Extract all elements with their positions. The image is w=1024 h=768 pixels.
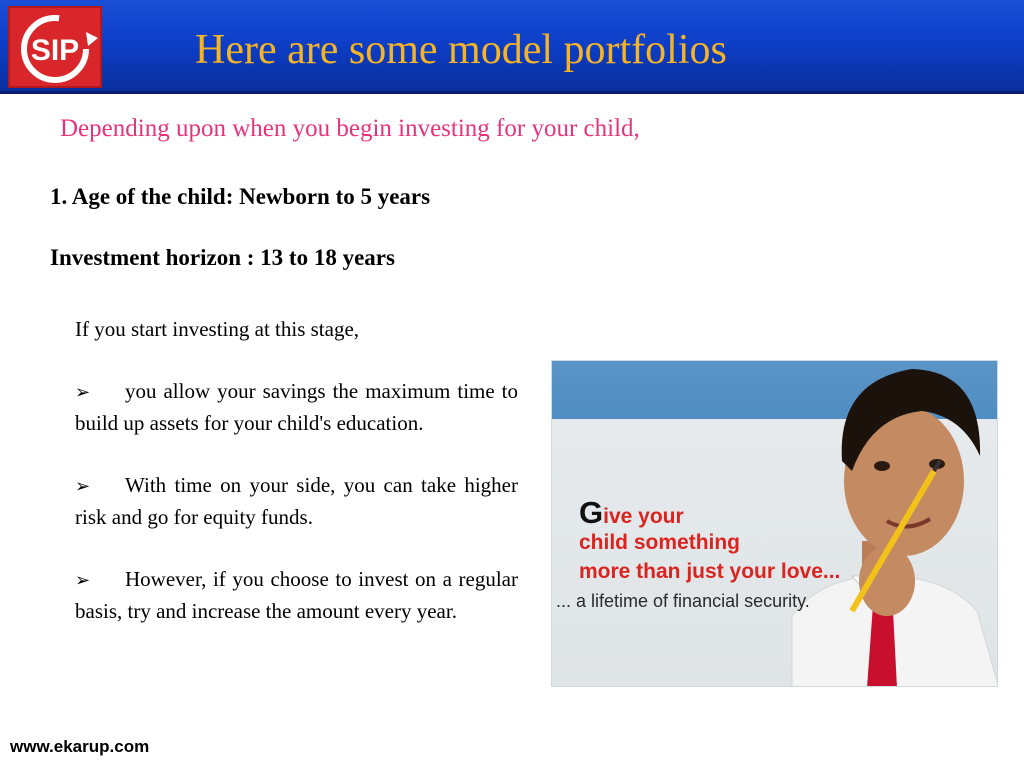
arrow-bullet-icon: ➢ <box>75 570 91 591</box>
child-ad-photo <box>551 360 998 687</box>
horizon-heading: Investment horizon : 13 to 18 years <box>50 245 395 270</box>
bullet-text: However, if you choose to invest on a regular basis, try and increase the amount every year. <box>75 567 518 623</box>
body-text <box>75 314 518 627</box>
page-title: Here are some model portfolios <box>195 27 727 73</box>
ad-text-line2: child something <box>579 531 741 554</box>
ad-big-g: G <box>579 495 604 530</box>
ad-text-line3: more than just your love... <box>579 560 841 583</box>
bullet-text: you allow your savings the maximum time to build up assets for your child's education. <box>75 379 518 435</box>
bullet-item <box>75 376 518 439</box>
sip-logo-icon <box>10 8 104 90</box>
arrow-bullet-icon: ➢ <box>75 476 91 497</box>
intro-text: If you start investing at this stage, <box>75 317 360 341</box>
ad-text-line1 <box>579 495 684 531</box>
ad-tagline: ... a lifetime of financial security. <box>556 591 810 611</box>
subtitle: Depending upon when you begin investing for your child, <box>60 115 640 142</box>
bullet-item <box>75 470 518 533</box>
age-heading: 1. Age of the child: Newborn to 5 years <box>50 184 431 209</box>
logo-text: SIP <box>30 34 80 67</box>
footer-url: www.ekarup.com <box>10 737 150 756</box>
bullet-item <box>75 564 518 627</box>
header-banner <box>0 0 1024 94</box>
bullet-text: With time on your side, you can take higher risk and go for equity funds. <box>75 473 518 529</box>
sip-logo <box>8 6 102 88</box>
arrow-bullet-icon: ➢ <box>75 382 91 403</box>
ad-line1-text: ive your <box>603 505 684 528</box>
